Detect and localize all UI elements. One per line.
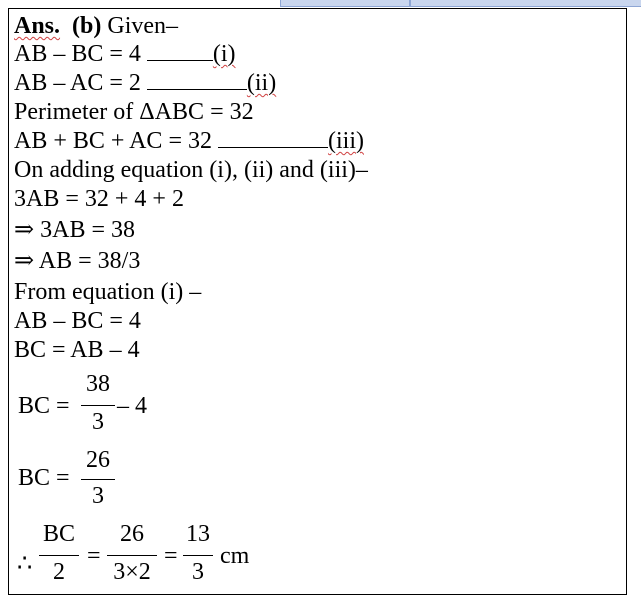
implies-line-2: ⇒ AB = 38/3	[14, 248, 141, 274]
equation-i	[14, 40, 236, 68]
therefore-symbol: ∴	[17, 551, 33, 577]
fraction	[183, 521, 213, 587]
equation-iii	[14, 127, 364, 155]
fraction-bar	[183, 555, 213, 556]
equation-ii	[14, 69, 276, 97]
fraction	[39, 521, 79, 587]
denominator: 3	[92, 409, 104, 435]
top-strip	[0, 0, 641, 8]
numerator: 26	[86, 447, 110, 473]
sum-line: 3AB = 32 + 4 + 2	[14, 186, 184, 212]
fraction-bar	[39, 555, 79, 556]
given-label: Given–	[107, 13, 179, 39]
denominator: 2	[53, 559, 65, 585]
fraction-bar	[107, 555, 157, 556]
equation-repeat: AB – BC = 4	[14, 308, 141, 334]
equation-tag: (iii)	[327, 128, 364, 154]
adding-line: On adding equation (i), (ii) and (iii)–	[14, 157, 368, 183]
fraction	[107, 521, 157, 587]
blank-line	[147, 69, 247, 90]
equation-tag: (i)	[212, 41, 236, 67]
equals-sign: =	[87, 543, 101, 569]
perimeter-line: Perimeter of ΔABC = 32	[14, 99, 254, 125]
answer-heading	[14, 12, 178, 40]
denominator: 3	[192, 559, 204, 585]
equation-text: AB – AC = 2	[14, 70, 141, 96]
numerator: 38	[86, 371, 110, 397]
top-strip-cell	[280, 0, 410, 7]
fraction-bar	[81, 479, 115, 480]
denominator: 3×2	[113, 559, 151, 585]
from-equation-line: From equation (i) –	[14, 279, 202, 305]
equation-text: AB – BC = 4	[14, 41, 141, 67]
fraction-bar	[81, 405, 115, 406]
unit-label: cm	[220, 543, 250, 569]
fraction	[81, 447, 115, 509]
numerator: 26	[120, 521, 144, 547]
bc-expression: BC = AB – 4	[14, 337, 140, 363]
blank-line	[147, 40, 213, 61]
fraction	[81, 371, 115, 437]
implies-line-1: ⇒ 3AB = 38	[14, 217, 135, 243]
top-strip-cell	[410, 0, 641, 7]
equals-sign: =	[164, 543, 178, 569]
numerator: BC	[42, 521, 75, 547]
equation-rest: – 4	[117, 393, 147, 419]
denominator: 3	[92, 483, 104, 509]
equation-lhs: BC =	[18, 465, 70, 491]
equation-lhs: BC =	[18, 393, 70, 419]
answer-box	[8, 8, 627, 595]
option-label: (b)	[72, 13, 102, 39]
numerator: 13	[186, 521, 210, 547]
equation-text: AB + BC + AC = 32	[14, 128, 212, 154]
ans-label: Ans.	[14, 13, 61, 39]
equation-tag: (ii)	[246, 70, 277, 96]
blank-line	[218, 127, 328, 148]
